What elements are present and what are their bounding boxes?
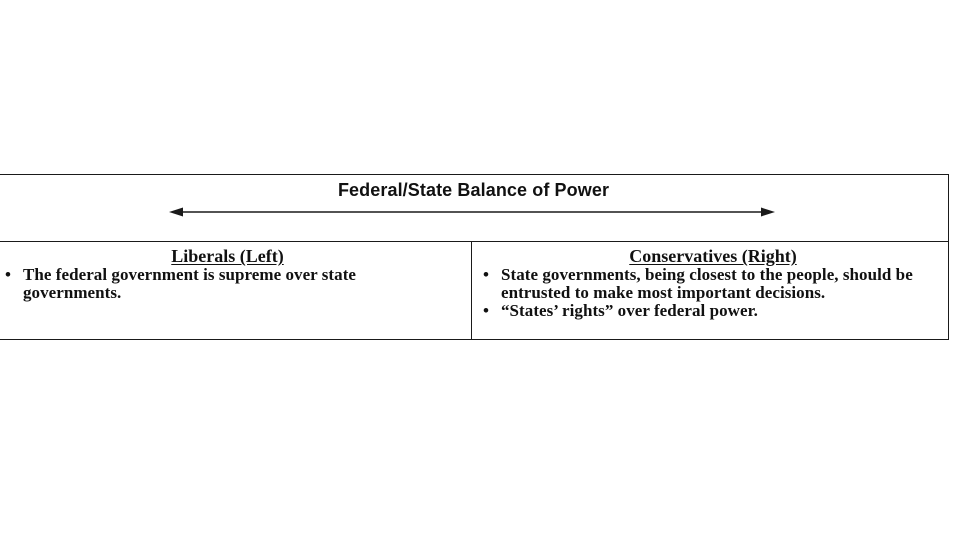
balance-of-power-table [0, 174, 949, 340]
liberals-list [0, 266, 471, 302]
list-item [0, 266, 471, 302]
double-arrow-icon [169, 204, 775, 220]
table-header [0, 175, 948, 242]
list-item [472, 266, 948, 302]
conservatives-heading: Conservatives (Right) [629, 246, 797, 266]
conservatives-column [472, 242, 948, 339]
list-item-text: The federal government is supreme over state governments. [23, 265, 357, 302]
bullet-icon: • [483, 265, 490, 284]
table-title: Federal/State Balance of Power [337, 180, 610, 200]
list-item [472, 302, 948, 320]
list-item-text: State governments, being closest to the people, should be entrusted to make most important decisions. [501, 265, 913, 302]
conservatives-list [472, 266, 948, 320]
list-item-text: “States’ rights” over federal power. [501, 301, 758, 320]
liberals-column [0, 242, 472, 339]
bullet-icon: • [5, 265, 12, 284]
bullet-icon: • [483, 301, 490, 320]
liberals-heading: Liberals (Left) [171, 246, 284, 266]
